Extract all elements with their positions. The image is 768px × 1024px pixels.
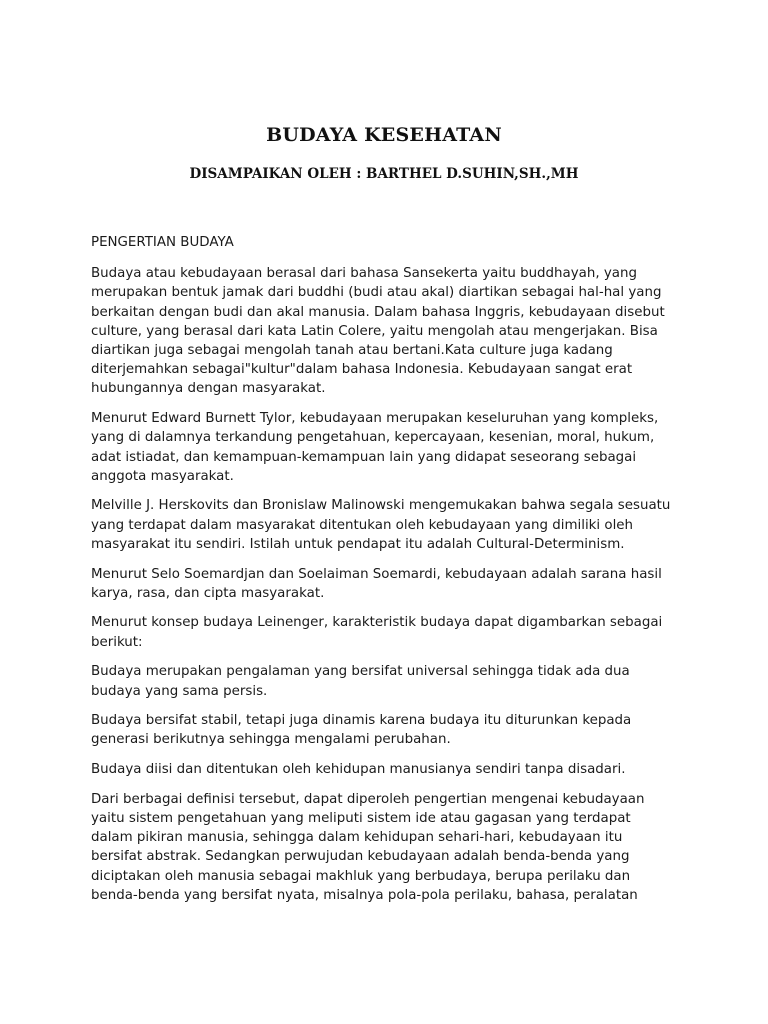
paragraph-tylor: Menurut Edward Burnett Tylor, kebudayaan merupakan keseluruhan yang kompleks, yang di dalamnya terkandung pengetahuan, kepercayaan, kesenian, moral, hukum, adat istiadat, dan kemampuan-kemampuan lain yang didapat seseorang sebagai anggota masyarakat.	[91, 411, 659, 484]
paragraph-etymology: Budaya atau kebudayaan berasal dari bahasa Sansekerta yaitu buddhayah, yang merupakan bentuk jamak dari buddhi (budi atau akal) diartikan sebagai hal-hal yang berkaitan dengan budi dan akal manusia. Dalam bahasa Inggris, kebudayaan disebut culture, yang berasal dari kata Latin Colere, yaitu mengolah atau mengerjakan. Bisa diartikan juga sebagai mengolah tanah atau bertani.Kata culture juga kadang diterjemahkan sebagai"kultur"dalam bahasa Indonesia. Kebudayaan sangat erat hubungannya dengan masyarakat.	[91, 266, 665, 397]
paragraph-soemardjan: Menurut Selo Soemardjan dan Soelaiman Soemardi, kebudayaan adalah sarana hasil karya, rasa, dan cipta masyarakat.	[91, 566, 662, 601]
paragraph-unconscious: Budaya diisi dan ditentukan oleh kehidupan manusianya sendiri tanpa disadari.	[91, 762, 626, 778]
document-title: BUDAYA KESEHATAN	[266, 124, 502, 146]
paragraph-definition-summary: Dari berbagai definisi tersebut, dapat diperoleh pengertian mengenai kebudayaan yaitu sistem pengetahuan yang meliputi sistem ide atau gagasan yang terdapat dalam pikiran manusia, sehingga dalam kehidupan sehari-hari, kebudayaan itu bersifat abstrak. Sedangkan perwujudan kebudayaan adalah benda-benda yang diciptakan oleh manusia sebagai makhluk yang berbudaya, berupa perilaku dan benda-benda yang bersifat nyata, misalnya pola-pola perilaku, bahasa, peralatan	[91, 791, 645, 903]
paragraph-stable: Budaya bersifat stabil, tetapi juga dinamis karena budaya itu diturunkan kepada generasi berikutnya sehingga mengalami perubahan.	[91, 713, 632, 748]
paragraph-herskovits: Melville J. Herskovits dan Bronislaw Malinowski mengemukakan bahwa segala sesuatu yang terdapat dalam masyarakat ditentukan oleh kebudayaan yang dimiliki oleh masyarakat itu sendiri. Istilah untuk pendapat itu adalah Cultural-Determinism.	[91, 498, 671, 552]
section-heading: PENGERTIAN BUDAYA	[91, 235, 234, 250]
paragraph-leinenger: Menurut konsep budaya Leinenger, karakteristik budaya dapat digambarkan sebagai berikut:	[91, 615, 663, 650]
paragraph-universal: Budaya merupakan pengalaman yang bersifat universal sehingga tidak ada dua budaya yang sama persis.	[91, 664, 630, 699]
document-body	[91, 233, 671, 905]
document-subtitle: DISAMPAIKAN OLEH : BARTHEL D.SUHIN,SH.,MH	[189, 166, 579, 182]
